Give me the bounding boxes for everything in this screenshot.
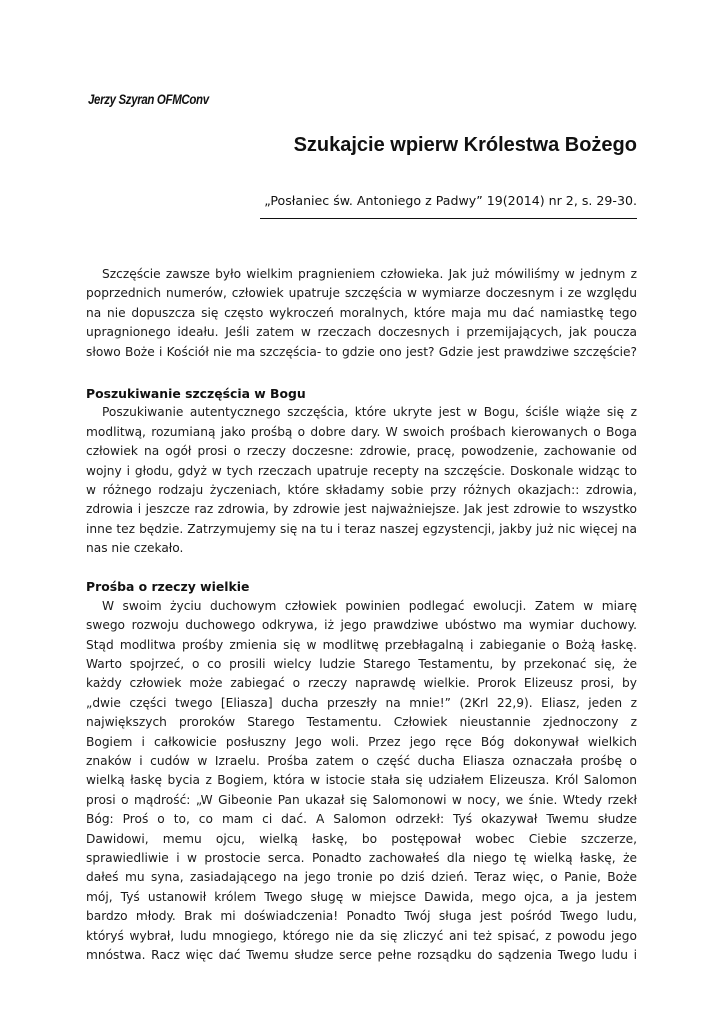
- text-line: Szczęście zawsze było wielkim pragnieniem człowieka. Jak już mówiliśmy w jednym z: [102, 267, 637, 281]
- text-line: poprzednich numerów, człowiek upatruje szczęścia w wymiarze doczesnym i ze względu: [86, 286, 637, 301]
- text-line: w różnego rodzaju życzeniach, które składamy sobie przy różnych okazjach:: zdrowia,: [86, 482, 637, 497]
- section-poszukiwanie: [86, 384, 637, 559]
- text-line: słowo Boże i Kościół nie ma szczęścia- to gdzie ono jest? Gdzie jest prawdziwe szczęście?: [86, 344, 637, 359]
- text-line: nas nie czekało.: [86, 541, 184, 556]
- text-line: znaków i cudów w Izraelu. Prośba zatem o część ducha Eliasza oznaczała prośbę o: [86, 753, 637, 768]
- section-prosba: [86, 577, 637, 965]
- text-line: największych proroków Starego Testamentu. Człowiek nieustannie zjednoczony z: [86, 715, 637, 730]
- text-line: sprawiedliwie i w prostocie serca. Ponadto zachowałeś dla niego tę wielką łaskę, że: [86, 850, 637, 865]
- text-line: inne tez będzie. Zatrzymujemy się na tu i teraz naszej egzystencji, jakby już nic więcej na: [86, 521, 637, 536]
- text-line: człowiek na ogół prosi o rzeczy doczesne: zdrowie, pracę, powodzenie, zachowanie od: [86, 444, 637, 459]
- article-title: Szukajcie wpierw Królestwa Bożego: [293, 134, 637, 156]
- text-line: Stąd modlitwa prośby zmienia się w modlitwę przebłagalną i zabieganie o Bożą łaskę.: [86, 637, 637, 652]
- source-citation: „Posłaniec św. Antoniego z Padwy” 19(2014) nr 2, s. 29-30.: [264, 193, 637, 208]
- text-line: upragnionego ideału. Jeśli zatem w rzeczach doczesnych i przemijających, jak poucza: [86, 325, 637, 340]
- text-line: modlitwą, rozumianą jako prośbą o dobre dary. W swoich prośbach kierowanych o Boga: [86, 424, 637, 439]
- text-line: bardzo młody. Brak mi doświadczenia! Ponadto Twój sługa jest pośród Twego ludu,: [86, 909, 637, 924]
- text-line: któryś wybrał, ludu mnogiego, którego nie da się zliczyć ani też spisać, z powodu jego: [86, 928, 637, 943]
- text-line: dałeś mu syna, zasiadającego na jego tronie po dziś dzień. Teraz więc, o Panie, Boże: [86, 870, 637, 885]
- text-line: swego rozwoju duchowego odkrywa, iż jego prawdziwe ubóstwo ma wymiar duchowy.: [86, 618, 637, 633]
- text-line: „dwie części twego [Eliasza] ducha przeszły na mnie!” (2Krl 22,9). Eliasz, jeden z: [86, 695, 637, 710]
- text-line: każdy człowiek może zabiegać o rzeczy naprawdę wielkie. Prorok Elizeusz prosi, by: [86, 676, 637, 691]
- text-line: Poszukiwanie autentycznego szczęścia, które ukryte jest w Bogu, ściśle wiąże się z: [102, 405, 637, 420]
- text-line: W swoim życiu duchowym człowiek powinien podlegać ewolucji. Zatem w miarę: [102, 598, 637, 613]
- section-heading: Poszukiwanie szczęścia w Bogu: [86, 385, 306, 401]
- text-line: wielką łaskę bycia z Bogiem, która w istocie stała się udziałem Elizeusza. Król Salomon: [86, 773, 637, 788]
- section-heading: Prośba o rzeczy wielkie: [86, 579, 250, 595]
- intro-paragraph: [86, 265, 637, 362]
- header-rule: [260, 218, 637, 219]
- text-line: wojny i głodu, gdyż w tych rzeczach upatruje recepty na szczęście. Doskonale widząc to: [86, 463, 637, 478]
- text-line: Bóg: Proś o to, co mam ci dać. A Salomon odrzekł: Tyś okazywał Twemu słudze: [86, 812, 637, 827]
- text-line: mój, Tyś ustanowił królem Twego sługę w miejsce Dawida, mego ojca, a ja jestem: [86, 889, 637, 904]
- article-body: [86, 265, 637, 965]
- text-line: prosi o mądrość: „W Gibeonie Pan ukazał się Salomonowi w nocy, we śnie. Wtedy rzekł: [86, 792, 637, 807]
- text-line: Warto spojrzeć, o co prosili wielcy ludzie Starego Testamentu, by przekonać się, że: [86, 657, 637, 672]
- text-line: Dawidowi, memu ojcu, wielką łaskę, bo postępował wobec Ciebie szczerze,: [86, 831, 637, 846]
- text-line: na nie dopuszcza się często wykroczeń moralnych, które maja mu dać namiastkę tego: [86, 305, 637, 320]
- text-line: zdrowia i jeszcze raz zdrowia, by zdrowie jest najważniejsze. Jak jest zdrowie to wszystko: [86, 502, 637, 517]
- author-name: Jerzy Szyran OFMConv: [88, 92, 209, 107]
- text-line: mnóstwa. Racz więc dać Twemu słudze serce pełne rozsądku do sądzenia Twego ludu i: [86, 947, 637, 962]
- text-line: Bogiem i całkowicie posłuszny Jego woli. Przez jego ręce Bóg dokonywał wielkich: [86, 734, 637, 749]
